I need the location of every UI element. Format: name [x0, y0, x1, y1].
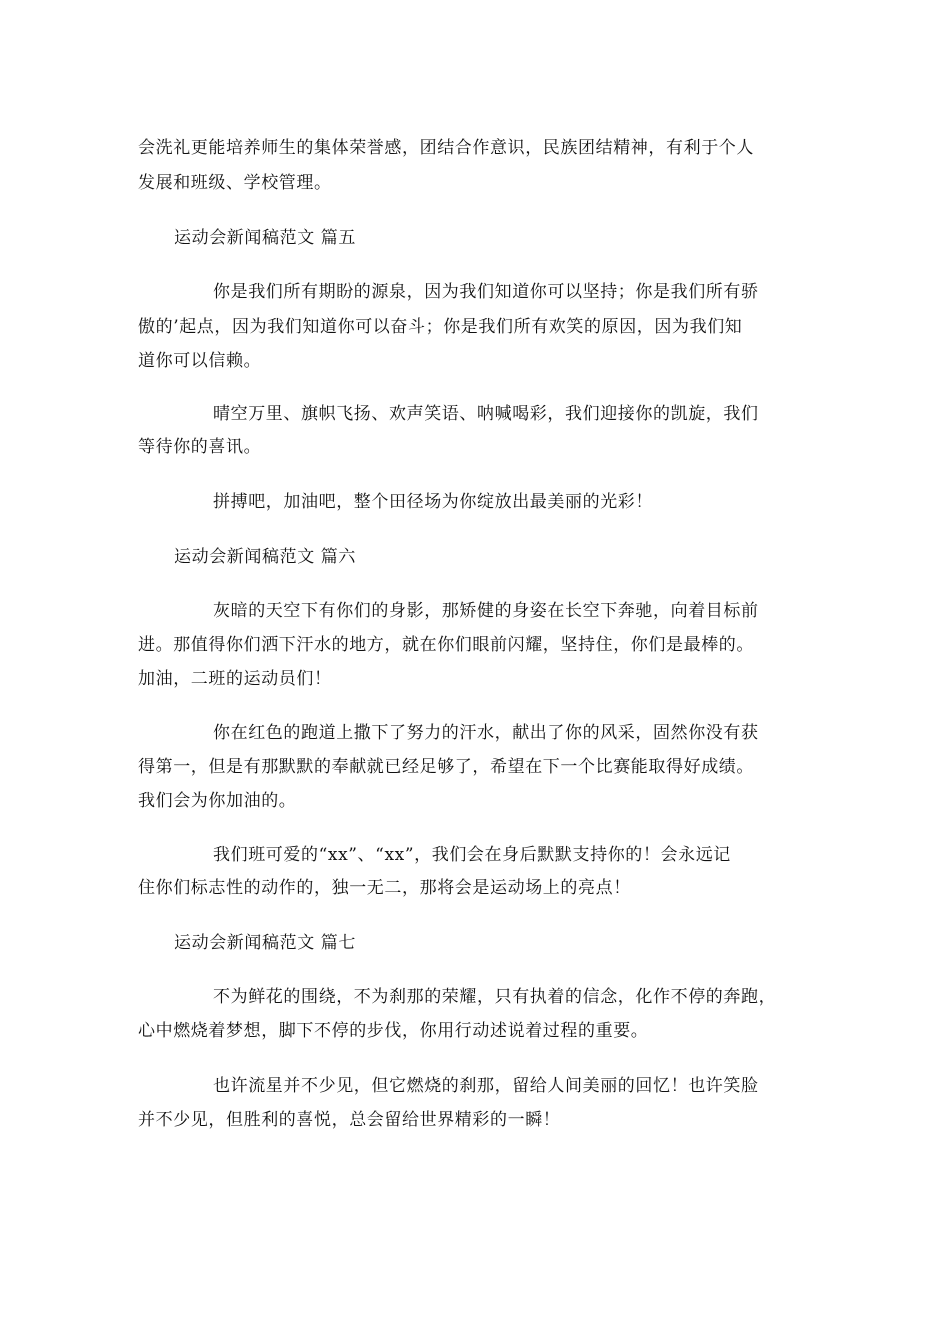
paragraph-line: 得第一，但是有那默默的奉献就已经足够了，希望在下一个比赛能取得好成绩。: [138, 757, 754, 777]
paragraph-line: 我们会为你加油的。: [138, 791, 297, 811]
paragraph-line: 我们班可爱的“xx”、“xx”，我们会在身后默默支持你的！会永远记: [213, 845, 731, 865]
paragraph-line: 心中燃烧着梦想，脚下不停的步伐，你用行动述说着过程的重要。: [138, 1021, 649, 1041]
paragraph-line: 拼搏吧，加油吧，整个田径场为你绽放出最美丽的光彩！: [213, 492, 653, 512]
section-heading-7: 运动会新闻稿范文 篇七: [174, 933, 357, 953]
paragraph-line: 你在红色的跑道上撒下了努力的汗水，献出了你的风采，固然你没有获: [213, 723, 759, 743]
paragraph-line: 加油，二班的运动员们！: [138, 669, 332, 689]
paragraph-line: 不为鲜花的围绕，不为刹那的荣耀，只有执着的信念，化作不停的奔跑，: [213, 987, 777, 1007]
paragraph-line: 灰暗的天空下有你们的身影，那矫健的身姿在长空下奔驰，向着目标前: [213, 601, 759, 621]
paragraph-line: 也许流星并不少见，但它燃烧的刹那，留给人间美丽的回忆！也许笑脸: [213, 1076, 759, 1096]
paragraph-line: 傲的’起点，因为我们知道你可以奋斗；你是我们所有欢笑的原因，因为我们知: [138, 317, 743, 337]
paragraph-line: 发展和班级、学校管理。: [138, 173, 332, 193]
section-heading-6: 运动会新闻稿范文 篇六: [174, 547, 357, 567]
paragraph-line: 住你们标志性的动作的，独一无二，那将会是运动场上的亮点！: [138, 878, 631, 898]
paragraph-line: 会洗礼更能培养师生的集体荣誉感，团结合作意识，民族团结精神，有利于个人: [138, 138, 754, 158]
paragraph-line: 等待你的喜讯。: [138, 437, 262, 457]
paragraph-line: 道你可以信赖。: [138, 351, 262, 371]
paragraph-line: 晴空万里、旗帜飞扬、欢声笑语、呐喊喝彩，我们迎接你的凯旋，我们: [213, 404, 759, 424]
section-heading-5: 运动会新闻稿范文 篇五: [174, 228, 357, 248]
paragraph-line: 并不少见，但胜利的喜悦，总会留给世界精彩的一瞬！: [138, 1110, 561, 1130]
paragraph-line: 你是我们所有期盼的源泉，因为我们知道你可以坚持；你是我们所有骄: [213, 282, 759, 302]
paragraph-line: 进。那值得你们洒下汗水的地方，就在你们眼前闪耀，坚持住，你们是最棒的。: [138, 635, 754, 655]
